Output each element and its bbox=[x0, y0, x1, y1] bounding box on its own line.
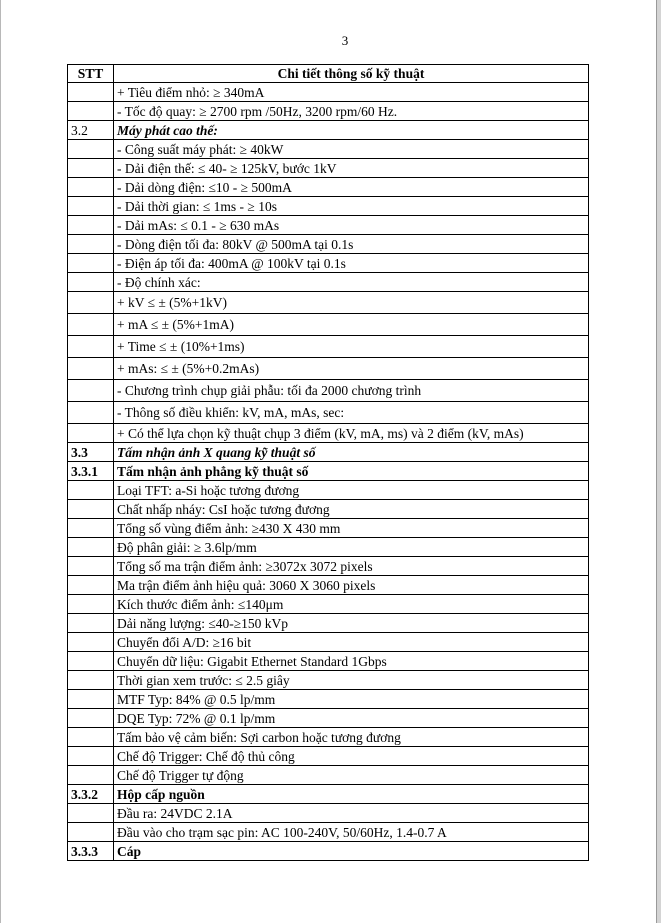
table-row bbox=[68, 159, 589, 178]
table-row bbox=[68, 614, 589, 633]
table-row bbox=[68, 709, 589, 728]
row-stt: 3.3.2 bbox=[68, 785, 114, 804]
row-detail: Chuyển dữ liệu: Gigabit Ethernet Standard 1Gbps bbox=[114, 652, 589, 671]
row-stt bbox=[68, 576, 114, 595]
table-row bbox=[68, 178, 589, 197]
row-stt bbox=[68, 823, 114, 842]
table-body bbox=[68, 83, 589, 861]
table-row bbox=[68, 500, 589, 519]
table-row bbox=[68, 633, 589, 652]
row-detail: + kV ≤ ± (5%+1kV) bbox=[114, 292, 589, 314]
row-detail: Tấm bảo vệ cảm biến: Sợi carbon hoặc tương đương bbox=[114, 728, 589, 747]
row-detail: Cáp bbox=[114, 842, 589, 861]
row-stt bbox=[68, 254, 114, 273]
table-row bbox=[68, 804, 589, 823]
table-row bbox=[68, 823, 589, 842]
row-stt: 3.3 bbox=[68, 443, 114, 462]
table-row bbox=[68, 358, 589, 380]
row-detail: Đầu vào cho trạm sạc pin: AC 100-240V, 50/60Hz, 1.4-0.7 A bbox=[114, 823, 589, 842]
row-stt bbox=[68, 140, 114, 159]
row-detail: Máy phát cao thế: bbox=[114, 121, 589, 140]
row-stt bbox=[68, 424, 114, 443]
row-detail: MTF Typ: 84% @ 0.5 lp/mm bbox=[114, 690, 589, 709]
row-detail: Đầu ra: 24VDC 2.1A bbox=[114, 804, 589, 823]
row-stt bbox=[68, 519, 114, 538]
row-stt bbox=[68, 102, 114, 121]
table-row bbox=[68, 652, 589, 671]
row-stt bbox=[68, 709, 114, 728]
row-stt bbox=[68, 500, 114, 519]
row-stt bbox=[68, 766, 114, 785]
table-row bbox=[68, 424, 589, 443]
row-stt bbox=[68, 159, 114, 178]
row-stt bbox=[68, 273, 114, 292]
row-stt bbox=[68, 314, 114, 336]
table-row bbox=[68, 462, 589, 481]
row-detail: - Dải điện thế: ≤ 40- ≥ 125kV, bước 1kV bbox=[114, 159, 589, 178]
row-detail: - Thông số điều khiển: kV, mA, mAs, sec: bbox=[114, 402, 589, 424]
row-stt bbox=[68, 216, 114, 235]
table-row bbox=[68, 443, 589, 462]
row-stt bbox=[68, 235, 114, 254]
row-stt bbox=[68, 292, 114, 314]
row-detail: - Dải mAs: ≤ 0.1 - ≥ 630 mAs bbox=[114, 216, 589, 235]
table-row bbox=[68, 538, 589, 557]
table-row bbox=[68, 595, 589, 614]
row-detail: Chuyển đổi A/D: ≥16 bit bbox=[114, 633, 589, 652]
row-detail: Kích thước điểm ảnh: ≤140μm bbox=[114, 595, 589, 614]
table-row bbox=[68, 314, 589, 336]
table-row bbox=[68, 402, 589, 424]
table-row bbox=[68, 671, 589, 690]
row-stt bbox=[68, 197, 114, 216]
table-row bbox=[68, 273, 589, 292]
row-detail: Tổng số ma trận điểm ảnh: ≥3072x 3072 pixels bbox=[114, 557, 589, 576]
row-stt bbox=[68, 595, 114, 614]
row-detail: - Tốc độ quay: ≥ 2700 rpm /50Hz, 3200 rpm/60 Hz. bbox=[114, 102, 589, 121]
table-row bbox=[68, 83, 589, 102]
table-row bbox=[68, 481, 589, 500]
row-detail: Loại TFT: a-Si hoặc tương đương bbox=[114, 481, 589, 500]
row-detail: + Có thể lựa chọn kỹ thuật chụp 3 điểm (kV, mA, ms) và 2 điểm (kV, mAs) bbox=[114, 424, 589, 443]
spec-table bbox=[67, 64, 589, 861]
row-detail: - Độ chính xác: bbox=[114, 273, 589, 292]
table-row bbox=[68, 140, 589, 159]
row-detail: Chế độ Trigger tự động bbox=[114, 766, 589, 785]
row-detail: - Điện áp tối đa: 400mA @ 100kV tại 0.1s bbox=[114, 254, 589, 273]
row-stt bbox=[68, 83, 114, 102]
row-detail: - Dòng điện tối đa: 80kV @ 500mA tại 0.1s bbox=[114, 235, 589, 254]
row-stt bbox=[68, 481, 114, 500]
row-stt bbox=[68, 402, 114, 424]
row-detail: - Chương trình chụp giải phẫu: tối đa 2000 chương trình bbox=[114, 380, 589, 402]
row-stt bbox=[68, 747, 114, 766]
row-stt: 3.3.3 bbox=[68, 842, 114, 861]
table-row bbox=[68, 557, 589, 576]
row-detail: Ma trận điểm ảnh hiệu quả: 3060 X 3060 pixels bbox=[114, 576, 589, 595]
table-row bbox=[68, 102, 589, 121]
table-row bbox=[68, 380, 589, 402]
row-detail: Tấm nhận ảnh X quang kỹ thuật số bbox=[114, 443, 589, 462]
row-detail: Chế độ Trigger: Chế độ thủ công bbox=[114, 747, 589, 766]
row-stt bbox=[68, 358, 114, 380]
table-header-row bbox=[68, 65, 589, 83]
row-detail: Tổng số vùng điểm ảnh: ≥430 X 430 mm bbox=[114, 519, 589, 538]
row-detail: + Tiêu điểm nhỏ: ≥ 340mA bbox=[114, 83, 589, 102]
table-row bbox=[68, 842, 589, 861]
row-stt bbox=[68, 690, 114, 709]
row-stt: 3.3.1 bbox=[68, 462, 114, 481]
row-detail: Độ phân giải: ≥ 3.6lp/mm bbox=[114, 538, 589, 557]
table-row bbox=[68, 121, 589, 140]
row-stt bbox=[68, 538, 114, 557]
row-stt bbox=[68, 728, 114, 747]
row-detail: - Công suất máy phát: ≥ 40kW bbox=[114, 140, 589, 159]
page-left-edge bbox=[0, 0, 1, 923]
table-row bbox=[68, 690, 589, 709]
row-detail: + mAs: ≤ ± (5%+0.2mAs) bbox=[114, 358, 589, 380]
table-row bbox=[68, 728, 589, 747]
row-detail: - Dải thời gian: ≤ 1ms - ≥ 10s bbox=[114, 197, 589, 216]
row-stt bbox=[68, 633, 114, 652]
table-row bbox=[68, 766, 589, 785]
table-row bbox=[68, 292, 589, 314]
page-shadow bbox=[657, 0, 661, 923]
table-row bbox=[68, 197, 589, 216]
row-detail: + Time ≤ ± (10%+1ms) bbox=[114, 336, 589, 358]
table-row bbox=[68, 336, 589, 358]
row-stt bbox=[68, 804, 114, 823]
table-row bbox=[68, 216, 589, 235]
row-detail: Hộp cấp nguồn bbox=[114, 785, 589, 804]
header-detail: Chi tiết thông số kỹ thuật bbox=[114, 65, 589, 83]
row-detail: + mA ≤ ± (5%+1mA) bbox=[114, 314, 589, 336]
row-stt bbox=[68, 336, 114, 358]
row-detail: Chất nhấp nháy: CsI hoặc tương đương bbox=[114, 500, 589, 519]
table-row bbox=[68, 747, 589, 766]
row-stt bbox=[68, 380, 114, 402]
row-stt bbox=[68, 178, 114, 197]
row-stt: 3.2 bbox=[68, 121, 114, 140]
row-detail: Dải năng lượng: ≤40-≥150 kVp bbox=[114, 614, 589, 633]
page-number: 3 bbox=[341, 33, 349, 48]
row-stt bbox=[68, 614, 114, 633]
row-stt bbox=[68, 652, 114, 671]
row-stt bbox=[68, 671, 114, 690]
table-row bbox=[68, 519, 589, 538]
row-detail: - Dải dòng điện: ≤10 - ≥ 500mA bbox=[114, 178, 589, 197]
table-row bbox=[68, 785, 589, 804]
table-row bbox=[68, 576, 589, 595]
table-row bbox=[68, 235, 589, 254]
row-stt bbox=[68, 557, 114, 576]
row-detail: DQE Typ: 72% @ 0.1 lp/mm bbox=[114, 709, 589, 728]
header-stt: STT bbox=[68, 65, 114, 83]
table-row bbox=[68, 254, 589, 273]
row-detail: Tấm nhận ảnh phẳng kỹ thuật số bbox=[114, 462, 589, 481]
row-detail: Thời gian xem trước: ≤ 2.5 giây bbox=[114, 671, 589, 690]
